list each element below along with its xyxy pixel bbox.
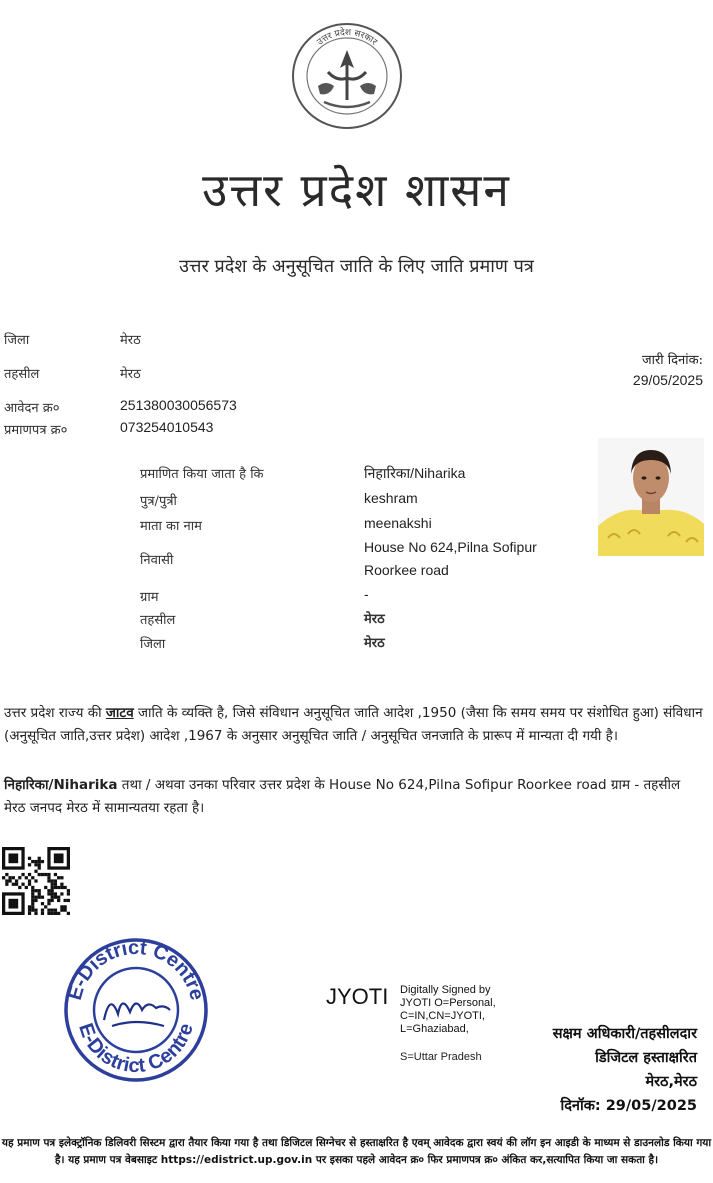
- issuing-officer-block: [553, 1022, 697, 1118]
- up-government-emblem: [288, 20, 406, 132]
- detail-label-father: पुत्र/पुत्री: [140, 494, 177, 509]
- verification-qr-code: [2, 845, 70, 917]
- meta-label-application-no: आवेदन क्र०: [4, 401, 60, 416]
- detail-value-name: निहारिका/Niharika: [364, 465, 466, 481]
- detail-label-resident: निवासी: [140, 553, 174, 568]
- officer-digital-signed: डिजिटल हस्ताक्षरित: [595, 1050, 697, 1066]
- detail-value-father: keshram: [364, 490, 418, 506]
- meta-label-certificate-no: प्रमाणपत्र क्र०: [4, 423, 68, 438]
- meta-value-tehsil: मेरठ: [120, 367, 141, 382]
- holder-name: निहारिका/Niharika: [4, 777, 118, 793]
- detail-label-certified: प्रमाणित किया जाता है कि: [140, 467, 264, 482]
- detail-value-village: -: [364, 586, 369, 602]
- digital-signature-state: S=Uttar Pradesh: [400, 1051, 482, 1063]
- issue-date-value: 29/05/2025: [632, 372, 703, 388]
- svg-text:E-District Centre: E-District Centre: [74, 1020, 198, 1078]
- meta-label-tehsil: तहसील: [4, 367, 40, 382]
- officer-designation: सक्षम अधिकारी/तहसीलदार: [552, 1026, 697, 1042]
- certificate-subtitle: उत्तर प्रदेश के अनुसूचित जाति के लिए जाति प्रमाण पत्र: [179, 256, 534, 277]
- officer-date: दिनॉक: 29/05/2025: [560, 1098, 697, 1114]
- page-title: उत्तर प्रदेश शासन: [202, 163, 511, 217]
- meta-value-district: मेरठ: [120, 333, 141, 348]
- handwritten-signature-icon: [104, 1003, 170, 1026]
- meta-value-certificate-no: 073254010543: [120, 419, 214, 435]
- officer-location: मेरठ,मेरठ: [645, 1074, 697, 1090]
- detail-label-village: ग्राम: [140, 590, 159, 605]
- digital-signer-name: JYOTI: [326, 984, 389, 1009]
- detail-label-mother: माता का नाम: [140, 519, 202, 534]
- detail-value-address-line1: House No 624,Pilna Sofipur: [364, 539, 537, 555]
- footer-disclaimer: यह प्रमाण पत्र इलेक्ट्रॉनिक डिलिवरी सिस्टम द्वारा तैयार किया गया है तथा डिजिटल सिग्नेचर से हस्ताक्षरित है एवम् आवेदक द्वारा स्वयं की लॉग इन आइडी के माध्यम से डाउनलोड किया गया है। यह प्रमाण पत्र वेबसाइट https://edistrict.up.gov.in पर इसका पहले आवेदन क्र० फिर प्रमाणपत्र क्र० अंकित कर,सत्यापित किया जा सकता है।: [1, 1137, 712, 1166]
- meta-value-application-no: 251380030056573: [120, 397, 237, 413]
- detail-value-district: मेरठ: [364, 636, 385, 651]
- caste-name: जाटव: [105, 705, 134, 721]
- digital-signature-details: Digitally Signed by JYOTI O=Personal, C=IN,CN=JYOTI, L=Ghaziabad,: [400, 984, 496, 1035]
- detail-label-tehsil: तहसील: [140, 613, 176, 628]
- applicant-photo: [598, 438, 704, 556]
- residence-statement-paragraph: निहारिका/Niharika तथा / अथवा उनका परिवार उत्तर प्रदेश के House No 624,Pilna Sofipur Roorkee road ग्राम - तहसील मेरठ जनपद मेरठ में सामान्यतया रहता है।: [4, 777, 681, 816]
- meta-label-district: जिला: [4, 333, 30, 348]
- detail-value-tehsil: मेरठ: [364, 612, 385, 627]
- issue-date-label: जारी दिनांक:: [641, 353, 703, 368]
- caste-statement-paragraph: उत्तर प्रदेश राज्य की जाटव जाति के व्यक्ति है, जिसे संविधान अनुसूचित जाति आदेश ,1950 (जैसा कि समय समय पर संशोधित हुआ) संविधान (अनुसूचित जाति,उत्तर प्रदेश) आदेश ,1967 के अनुसार अनुसूचित जाति / अनुसूचित जनजाति के प्रारूप में मान्यता दी गयी है।: [4, 705, 703, 744]
- detail-value-mother: meenakshi: [364, 515, 432, 531]
- detail-label-district: जिला: [140, 637, 166, 652]
- detail-value-address-line2: Roorkee road: [364, 562, 449, 578]
- svg-text:E-District Centre: E-District Centre: [63, 936, 209, 1003]
- e-district-centre-seal: [60, 934, 212, 1086]
- svg-text:उत्तर प्रदेश सरकार: उत्तर प्रदेश सरकार: [315, 27, 379, 48]
